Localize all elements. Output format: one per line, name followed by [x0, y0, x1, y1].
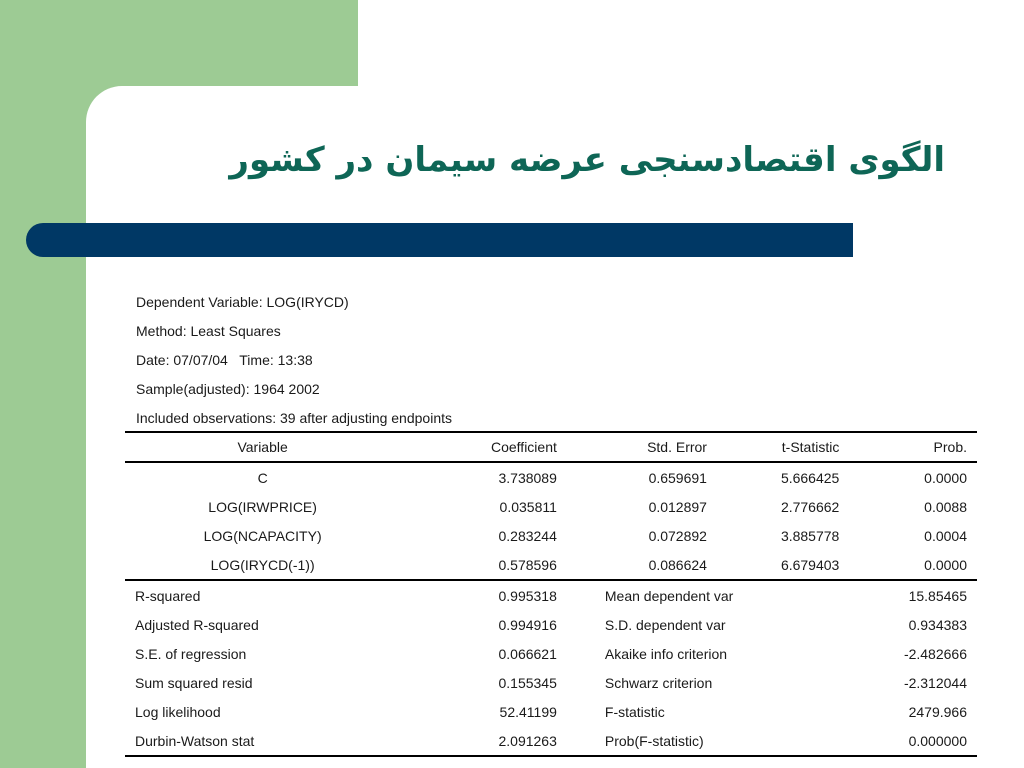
t-statistic-cell: 2.776662	[780, 498, 840, 515]
table-row	[125, 550, 977, 580]
date-time-label: Date: 07/07/04 Time: 13:38	[136, 352, 313, 368]
variable-cell: C	[257, 469, 268, 486]
stat-value: 52.41199	[499, 703, 557, 720]
header-std-error: Std. Error	[567, 432, 717, 462]
dependent-variable-label: Dependent Variable: LOG(IRYCD)	[136, 294, 349, 310]
prob-cell: 0.0000	[924, 469, 967, 486]
stat-label: F-statistic	[604, 703, 665, 720]
stat-value: 0.934383	[908, 616, 967, 633]
table-row	[125, 521, 977, 550]
stats-row	[125, 726, 977, 756]
stat-value: -2.482666	[903, 645, 967, 662]
std-error-cell: 0.012897	[648, 498, 707, 515]
stat-label: Durbin-Watson stat	[125, 726, 400, 756]
coefficient-cell: 0.578596	[498, 556, 557, 573]
std-error-cell: 0.072892	[648, 527, 707, 544]
stat-value: 2479.966	[908, 703, 967, 720]
prob-cell: 0.0004	[924, 527, 967, 544]
stat-value: 0.066621	[498, 645, 557, 662]
stat-label: Sum squared resid	[135, 674, 253, 691]
observations-label: Included observations: 39 after adjusting endpoints	[136, 410, 452, 426]
table-row	[125, 462, 977, 492]
stats-row	[125, 610, 977, 639]
decorative-blue-bar	[26, 223, 853, 257]
stat-value: 0.000000	[849, 726, 977, 756]
stat-label: R-squared	[125, 580, 400, 610]
table-header-row	[125, 432, 977, 462]
regression-table	[125, 431, 977, 757]
t-statistic-cell: 6.679403	[780, 556, 840, 573]
stats-row	[125, 639, 977, 668]
stat-value: 15.85465	[849, 580, 977, 610]
variable-cell: LOG(NCAPACITY)	[203, 527, 322, 544]
stat-value: 2.091263	[400, 726, 567, 756]
header-coefficient: Coefficient	[400, 432, 567, 462]
coefficient-cell: 0.283244	[498, 527, 557, 544]
stat-label: S.D. dependent var	[604, 616, 726, 633]
stat-value: 0.995318	[400, 580, 567, 610]
stat-label: Prob(F-statistic)	[567, 726, 849, 756]
stat-label: Log likelihood	[135, 703, 221, 720]
slide-title: الگوی اقتصادسنجی عرضه سیمان در کشور	[229, 140, 945, 180]
header-prob: Prob.	[849, 432, 977, 462]
stats-row	[125, 697, 977, 726]
stat-label: Adjusted R-squared	[135, 616, 259, 633]
coefficient-cell: 0.035811	[499, 498, 557, 515]
stats-row	[125, 580, 977, 610]
prob-cell: 0.0000	[924, 556, 967, 573]
table-row	[125, 492, 977, 521]
stat-value: 0.155345	[498, 674, 557, 691]
stat-label: S.E. of regression	[135, 645, 247, 662]
prob-cell: 0.0088	[924, 498, 967, 515]
t-statistic-cell: 5.666425	[780, 469, 840, 486]
std-error-cell: 0.086624	[648, 556, 707, 573]
stat-label: Akaike info criterion	[604, 645, 728, 662]
t-statistic-cell: 3.885778	[780, 527, 840, 544]
method-label: Method: Least Squares	[136, 323, 281, 339]
coefficient-cell: 3.738089	[498, 469, 557, 486]
std-error-cell: 0.659691	[648, 469, 707, 486]
header-variable: Variable	[125, 432, 400, 462]
stat-value: 0.994916	[498, 616, 557, 633]
sample-label: Sample(adjusted): 1964 2002	[136, 381, 320, 397]
variable-cell: LOG(IRWPRICE)	[208, 498, 317, 515]
stat-label: Mean dependent var	[567, 580, 849, 610]
stat-label: Schwarz criterion	[604, 674, 713, 691]
stats-row	[125, 668, 977, 697]
header-t-statistic: t-Statistic	[717, 432, 849, 462]
variable-cell: LOG(IRYCD(-1))	[210, 556, 315, 573]
stat-value: -2.312044	[903, 674, 967, 691]
